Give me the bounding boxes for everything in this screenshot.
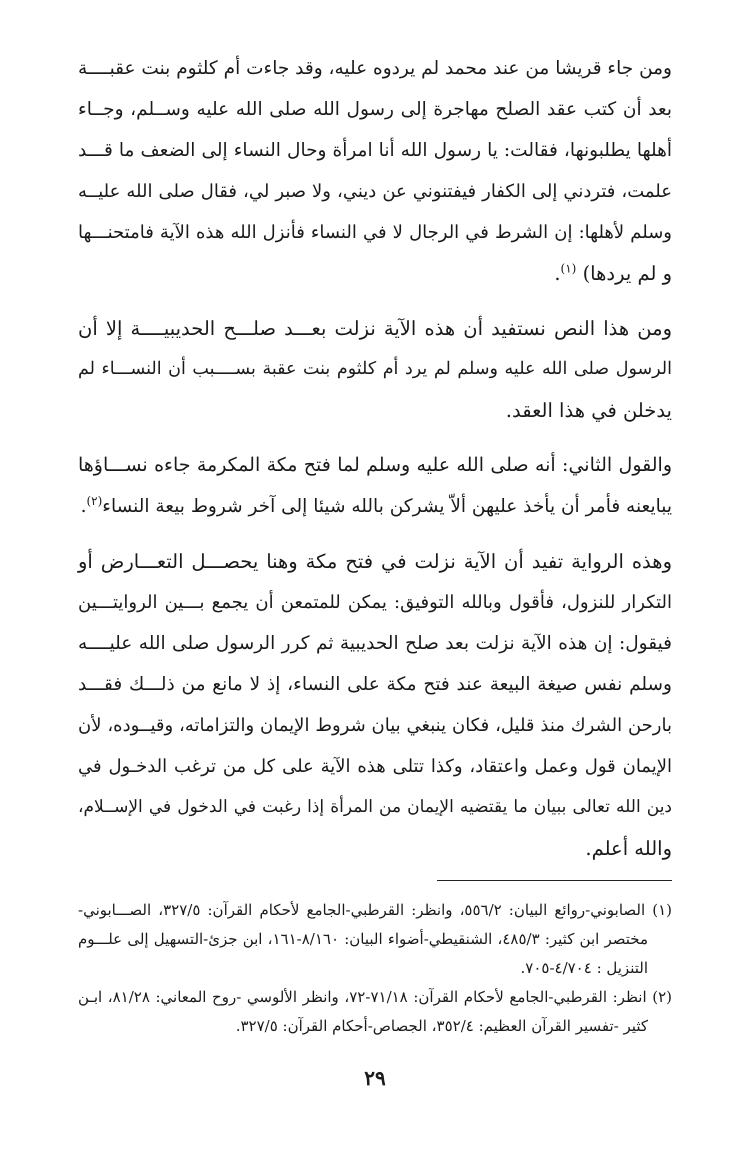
text-line: بعد أن كتب عقد الصلح مهاجرة إلى رسول الله صلى الله عليه وســلم، وجــاء [78, 99, 672, 120]
text-line: يدخلن في هذا العقد. [505, 399, 672, 422]
text-line: أهلها يطلبونها، فقالت: يا رسول الله أنا امرأة وحال النساء إلى الضعف ما قـــد [78, 140, 672, 161]
text-line: وسلم لأهلها: إن الشرط في الرجال لا في النساء فأنزل الله هذه الآية فامتحنـــها [78, 222, 672, 243]
paragraph-2 [78, 308, 672, 431]
text-line: بارحن الشرك منذ قليل، فكان ينبغي بيان شروط الإيمان والتزاماته، وقيــوده، لأن [78, 715, 672, 736]
text-line [78, 253, 672, 294]
text-line: الرسول صلى الله عليه وسلم لم يرد أم كلثوم بنت عقبة بســــبب أن النســـاء لم [78, 359, 672, 379]
footnote-line: (١) الصابوني-روائع البيان: ٥٥٦/٢، وانظر: القرطبي-الجامع لأحكام القرآن: ٣٢٧/٥، الصـــابوني- [78, 901, 673, 919]
text-segment: . [80, 496, 87, 517]
text-segment: . [554, 262, 561, 285]
footnote-ref-1[interactable]: (١) [560, 261, 577, 276]
text-line: والقول الثاني: أنه صلى الله عليه وسلم لما فتح مكة المكرمة جاءه نســـاؤها [78, 454, 672, 476]
footnote-line: (٢) انظر: القرطبي-الجامع لأحكام القرآن: ٧١/١٨-٧٢، وانظر الألوسي -روح المعاني: ٨١/٢٨، ابـن [78, 988, 672, 1006]
text-line [78, 486, 672, 527]
page-body [78, 48, 672, 883]
footnote-line: التنزيل : ٤/٧٠٤-٧٠٥. [520, 959, 648, 977]
footnote-2 [78, 983, 672, 1041]
text-line: فيقول: إن هذه الآية نزلت بعد صلح الحديبية ثم كرر الرسول صلى الله عليــــه [78, 633, 672, 654]
text-line: الإيمان قول وعمل واعتقاد، وكذا تتلى هذه الآية على كل من ترغب الدخـول في [78, 756, 672, 777]
text-line: ومن هذا النص نستفيد أن هذه الآية نزلت بعـــد صلـــح الحديبيــــة إلا أن [78, 317, 672, 340]
page-number: ٢٩ [364, 1066, 386, 1090]
text-segment: و لم يردها) [582, 262, 672, 285]
footnotes [78, 896, 672, 1041]
paragraph-3 [78, 445, 672, 527]
paragraph-4 [78, 541, 672, 869]
text-line: ومن جاء قريشا من عند محمد لم يردوه عليه، وقد جاءت أم كلثوم بنت عقبــــة [77, 58, 672, 79]
footnote-line: كثير -تفسير القرآن العظيم: ٣٥٢/٤، الجصاص-أحكام القرآن: ٣٢٧/٥. [235, 1017, 648, 1035]
footnote-separator [437, 880, 672, 881]
footnote-line: مختصر ابن كثير: ٤٨٥/٣، الشنقيطي-أضواء البيان: ٨/١٦٠-١٦١، ابن جزئ-التسهيل إلى علـــوم [78, 930, 648, 948]
text-line: وسلم نفس صيغة البيعة عند فتح مكة على النساء، إذ لا مانع من ذلـــك فقـــد [78, 674, 672, 695]
footnote-ref-2[interactable]: (٢) [86, 493, 103, 508]
paragraph-1 [78, 48, 672, 294]
text-line: علمت، فتردني إلى الكفار فيفتنوني عن ديني، ولا صبر لي، فقال صلى الله عليــه [78, 181, 672, 202]
text-line: وهذه الرواية تفيد أن الآية نزلت في فتح مكة وهنا يحصـــل التعـــارض أو [78, 550, 672, 573]
text-line: والله أعلم. [585, 837, 672, 860]
text-line: التكرار للنزول، فأقول وبالله التوفيق: يمكن للمتمعن أن يجمع بـــين الروايتـــين [78, 592, 672, 613]
text-segment: يبايعنه فأمر أن يأخذ عليهن ألاّ يشركن بالله شيئا إلى آخر شروط بيعة النساء [102, 496, 672, 517]
footnote-1 [78, 896, 672, 983]
text-line: دين الله تعالى ببيان ما يقتضيه الإيمان من المرأة إذا رغبت في الدخول في الإســلام، [78, 797, 672, 817]
